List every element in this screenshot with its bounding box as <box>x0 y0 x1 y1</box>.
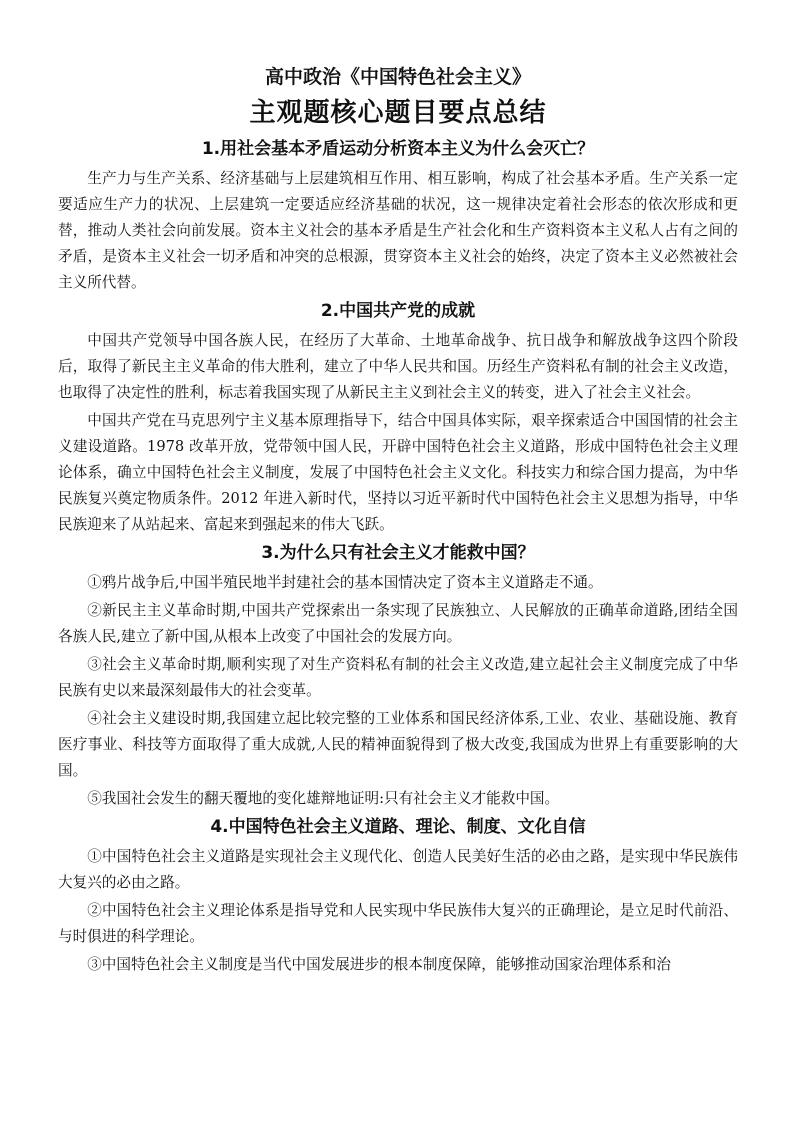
section-1-paragraph-1: 生产力与生产关系、经济基础与上层建筑相互作用、相互影响，构成了社会基本矛盾。生产关系一定要适应生产力的状况、上层建筑一定要适应经济基础的状况，这一规律决定着社会形态的依次形成和更替，推动人类社会向前发展。资本主义社会的基本矛盾是生产社会化和生产资料资本主义私人占有之间的矛盾，是资本主义社会一切矛盾和冲突的总根源，贯穿资本主义社会的始终，决定了资本主义必然被社会主义所代替。 <box>58 170 738 291</box>
section-4-heading: 4.中国特色社会主义道路、理论、制度、文化自信 <box>210 817 586 837</box>
section-3-item-1: ①鸦片战争后,中国半殖民地半封建社会的基本国情决定了资本主义道路走不通。 <box>87 574 603 591</box>
document-subtitle: 高中政治《中国特色社会主义》 <box>264 66 531 88</box>
section-4-item-3: ③中国特色社会主义制度是当代中国发展进步的根本制度保障，能够推动国家治理体系和治 <box>87 956 671 973</box>
section-2-heading: 2.中国共产党的成就 <box>320 301 476 321</box>
document-page <box>58 60 738 980</box>
section-3-item-2: ②新民主主义革命时期,中国共产党探索出一条实现了民族独立、人民解放的正确革命道路,团结全国各族人民,建立了新中国,从根本上改变了中国社会的发展方向。 <box>58 602 738 645</box>
section-4-item-2: ②中国特色社会主义理论体系是指导党和人民实现中华民族伟大复兴的正确理论，是立足时代前沿、与时俱进的科学理论。 <box>58 902 738 945</box>
section-3-item-5: ⑤我国社会发生的翻天覆地的变化雄辩地证明:只有社会主义才能救中国。 <box>87 790 560 807</box>
section-2-paragraph-1: 中国共产党领导中国各族人民，在经历了大革命、土地革命战争、抗日战争和解放战争这四个阶段后，取得了新民主主义革命的伟大胜利，建立了中华人民共和国。历经生产资料私有制的社会主义改造，也取得了决定性的胜利，标志着我国实现了从新民主主义到社会主义的转变，进入了社会主义社会。 <box>58 332 738 401</box>
section-3-item-3: ③社会主义革命时期,顺利实现了对生产资料私有制的社会主义改造,建立起社会主义制度完成了中华民族有史以来最深刻最伟大的社会变革。 <box>58 656 738 699</box>
document-title: 主观题核心题目要点总结 <box>249 98 547 128</box>
section-4-item-1: ①中国特色社会主义道路是实现社会主义现代化、创造人民美好生活的必由之路，是实现中华民族伟大复兴的必由之路。 <box>58 848 738 891</box>
section-2-paragraph-2: 中国共产党在马克思列宁主义基本原理指导下，结合中国具体实际，艰辛探索适合中国国情的社会主义建设道路。1978 改革开放，党带领中国人民，开辟中国特色社会主义道路，形成中国特色社会主义理论体系，确立中国特色社会主义制度，发展了中国特色社会主义文化。科技实力和综合国力提高，为中华民族复兴奠定物质条件。2012 年进入新时代，坚持以习近平新时代中国特色社会主义思想为指导，中华民族迎来了从站起来、富起来到强起来的伟大飞跃。 <box>58 412 738 533</box>
section-3-item-4: ④社会主义建设时期,我国建立起比较完整的工业体系和国民经济体系,工业、农业、基础设施、教育医疗事业、科技等方面取得了重大成就,人民的精神面貌得到了极大改变,我国成为世界上有重要影响的大国。 <box>58 710 738 779</box>
section-3-heading: 3.为什么只有社会主义才能救中国？ <box>261 543 535 563</box>
section-1-heading: 1.用社会基本矛盾运动分析资本主义为什么会灭亡？ <box>201 139 595 159</box>
